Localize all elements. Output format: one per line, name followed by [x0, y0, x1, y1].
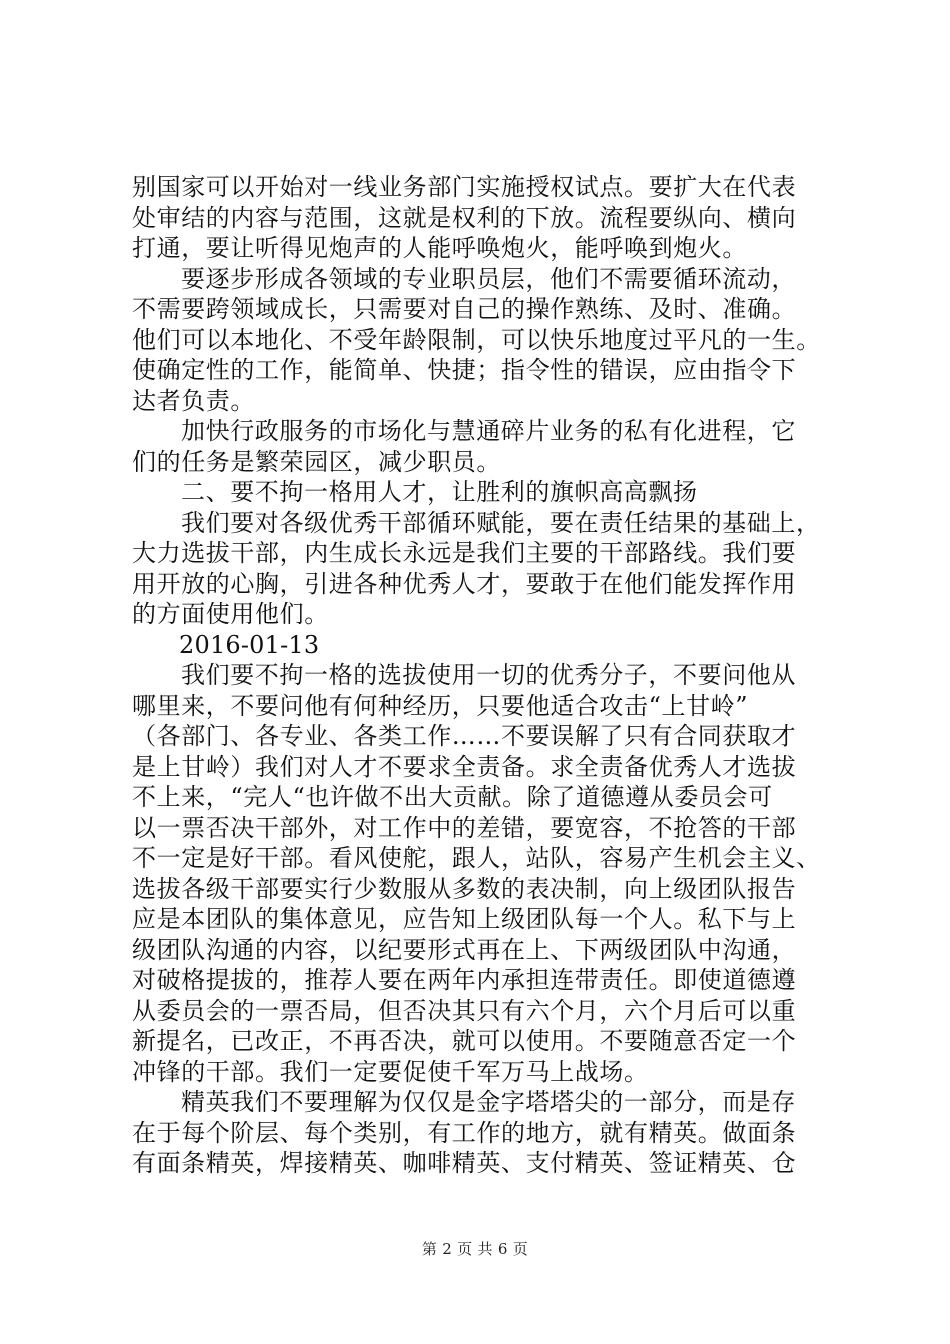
- text-line: 使确定性的工作，能简单、快捷；指令性的错误，应由指令下: [132, 356, 797, 384]
- text-line: 处审结的内容与范围，这就是权利的下放。流程要纵向、横向: [132, 203, 797, 232]
- text-line: （各部门、各专业、各类工作……不要误解了只有合同获取才: [132, 722, 797, 750]
- text-line: 选拔各级干部要实行少数服从多数的表决制，向上级团队报告: [132, 874, 797, 903]
- text-line: 在于每个阶层、每个类别，有工作的地方，就有精英。做面条: [132, 1118, 797, 1147]
- body-text: [132, 172, 832, 1179]
- text-line: 是上甘岭）我们对人才不要求全责备。求全责备优秀人才选拔: [132, 752, 797, 781]
- text-line: 要逐步形成各领域的专业职员层，他们不需要循环流动，: [181, 264, 796, 293]
- text-line: 他们可以本地化、不受年龄限制，可以快乐地度过平凡的一生。: [132, 325, 821, 354]
- text-line: 大力选拔干部，内生成长永远是我们主要的干部路线。我们要: [132, 539, 797, 567]
- page-footer: 第 2 页 共 6 页: [421, 1240, 529, 1258]
- text-line: 的方面使用他们。: [132, 600, 329, 628]
- text-line: 我们要不拘一格的选拔使用一切的优秀分子，不要问他从: [181, 661, 796, 689]
- text-line: 精英我们不要理解为仅仅是金字塔塔尖的一部分，而是存: [181, 1088, 796, 1116]
- text-line: 级团队沟通的内容，以纪要形式再在上、下两级团队中沟通，: [132, 935, 797, 964]
- text-line: 不一定是好干部。看风使舵，跟人，站队，容易产生机会主义、: [132, 844, 821, 872]
- text-line: 用开放的心胸，引进各种优秀人才，要敢于在他们能发挥作用: [132, 569, 797, 598]
- text-line: 打通，要让听得见炮声的人能呼唤炮火，能呼唤到炮火。: [132, 234, 747, 262]
- text-line: 哪里来，不要问他有何种经历，只要他适合攻击“上甘岭”: [132, 691, 749, 720]
- text-line: 新提名，已改正，不再否决，就可以使用。不要随意否定一个: [132, 1027, 797, 1055]
- text-line: 我们要对各级优秀干部循环赋能，要在责任结果的基础上，: [181, 508, 821, 537]
- text-line: 们的任务是繁荣园区，减少职员。: [132, 447, 501, 476]
- text-line: 冲锋的干部。我们一定要促使千军万马上战场。: [132, 1057, 649, 1086]
- text-line: 加快行政服务的市场化与慧通碎片业务的私有化进程，它: [181, 417, 796, 445]
- date-line: 2016-01-13: [179, 630, 320, 659]
- text-line: 应是本团队的集体意见，应告知上级团队每一个人。私下与上: [132, 905, 797, 933]
- text-line: 二、要不拘一格用人才，让胜利的旗帜高高飘扬: [181, 478, 698, 506]
- text-line: 达者负责。: [132, 386, 255, 415]
- text-line: 不上来，“完人“也许做不出大贡献。除了道德遵从委员会可: [132, 783, 773, 811]
- text-line: 有面条精英，焊接精英、咖啡精英、支付精英、签证精英、仓: [132, 1149, 797, 1177]
- text-line: 不需要跨领域成长，只需要对自己的操作熟练、及时、准确。: [132, 295, 797, 323]
- text-line: 从委员会的一票否局，但否决其只有六个月，六个月后可以重: [132, 996, 797, 1025]
- text-line: 以一票否决干部外，对工作中的差错，要宽容，不抢答的干部: [132, 813, 797, 842]
- text-line: 别国家可以开始对一线业务部门实施授权试点。要扩大在代表: [132, 173, 797, 201]
- text-line: 对破格提拔的，推荐人要在两年内承担连带责任。即使道德遵: [132, 966, 797, 994]
